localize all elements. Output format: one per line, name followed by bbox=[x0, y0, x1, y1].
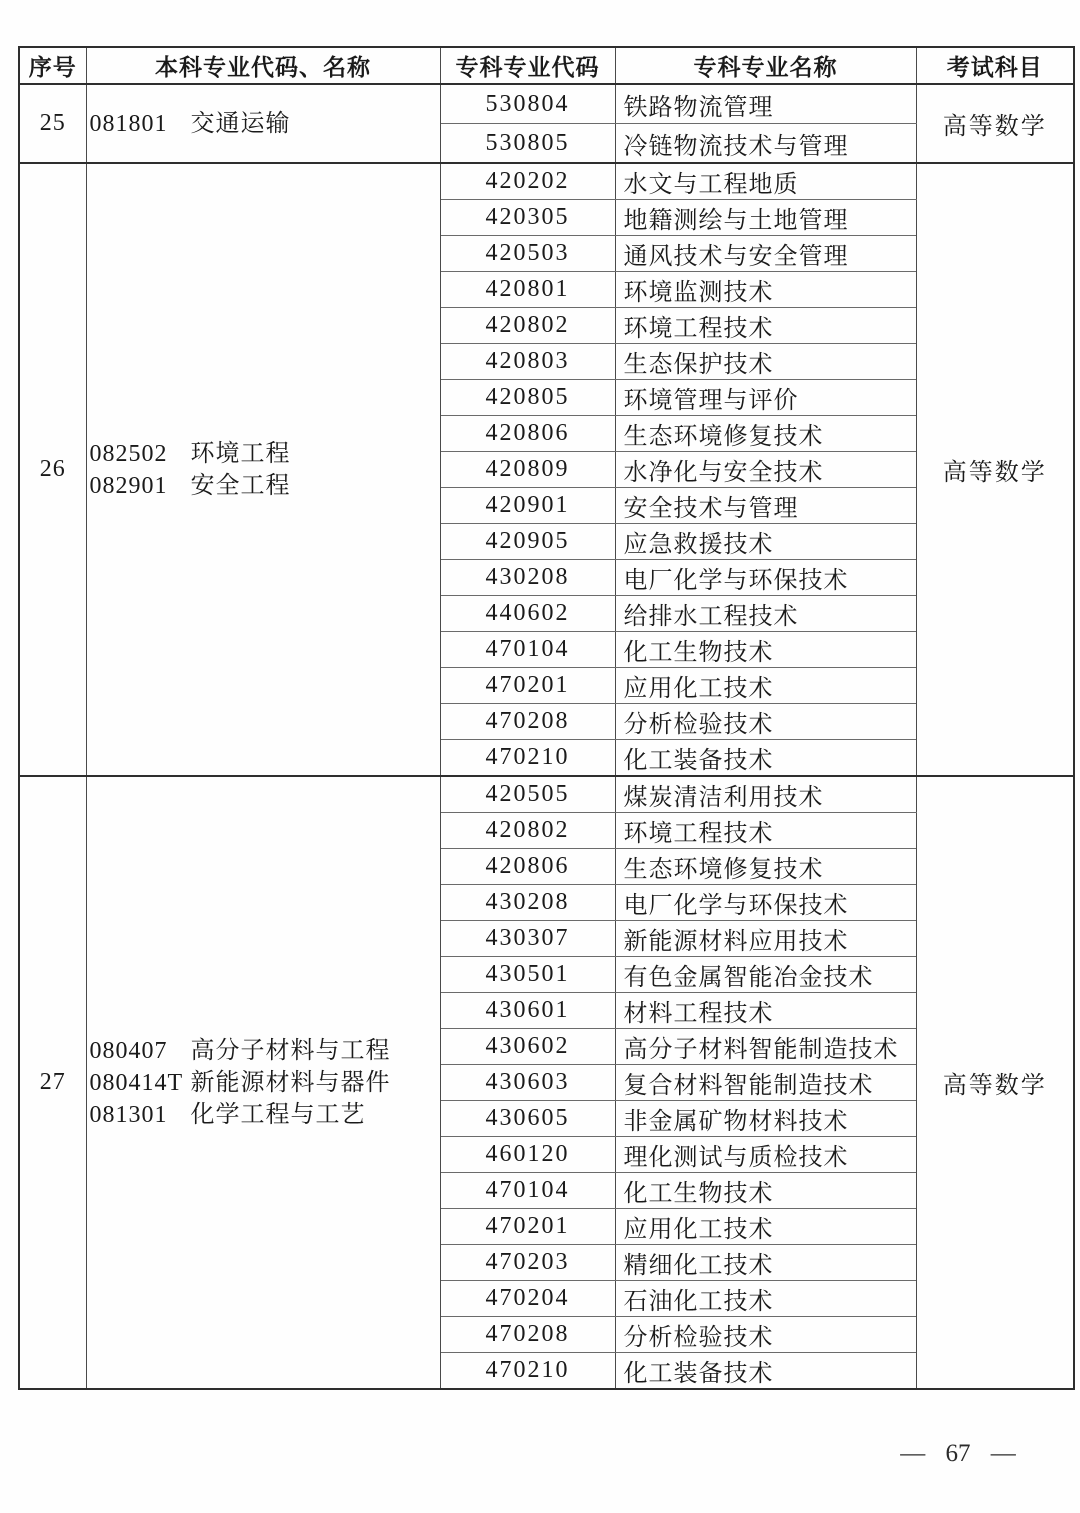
undergrad-major-line bbox=[90, 1099, 440, 1131]
college-major-code-cell: 420803 bbox=[440, 344, 615, 380]
undergrad-major-name: 高分子材料与工程 bbox=[190, 1037, 391, 1064]
college-major-code-cell: 420901 bbox=[440, 488, 615, 524]
college-major-code-cell: 470201 bbox=[440, 668, 615, 704]
seq-cell: 26 bbox=[19, 163, 86, 776]
undergrad-major-line bbox=[90, 438, 440, 470]
college-major-code-cell: 420905 bbox=[440, 524, 615, 560]
college-major-name-cell: 应急救援技术 bbox=[615, 524, 916, 560]
college-major-name-cell: 新能源材料应用技术 bbox=[615, 921, 916, 957]
college-major-name-cell: 生态环境修复技术 bbox=[615, 416, 916, 452]
college-major-name-cell: 有色金属智能冶金技术 bbox=[615, 957, 916, 993]
college-major-name-cell: 煤炭清洁利用技术 bbox=[615, 776, 916, 813]
college-major-name-cell: 化工生物技术 bbox=[615, 1173, 916, 1209]
college-major-name-cell: 非金属矿物材料技术 bbox=[615, 1101, 916, 1137]
college-major-code-cell: 430208 bbox=[440, 885, 615, 921]
college-major-name-cell: 精细化工技术 bbox=[615, 1245, 916, 1281]
college-major-code-cell: 420802 bbox=[440, 308, 615, 344]
college-major-code-cell: 470201 bbox=[440, 1209, 615, 1245]
college-major-name-cell: 安全技术与管理 bbox=[615, 488, 916, 524]
college-major-name-cell: 环境管理与评价 bbox=[615, 380, 916, 416]
undergrad-major-line bbox=[90, 108, 440, 140]
undergrad-majors-cell bbox=[86, 776, 440, 1389]
college-major-code-cell: 530804 bbox=[440, 84, 615, 124]
college-major-name-cell: 复合材料智能制造技术 bbox=[615, 1065, 916, 1101]
college-major-name-cell: 水文与工程地质 bbox=[615, 163, 916, 200]
undergrad-major-code: 082502 bbox=[89, 440, 168, 467]
college-major-code-cell: 470104 bbox=[440, 1173, 615, 1209]
college-major-code-cell: 470104 bbox=[440, 632, 615, 668]
header-row bbox=[19, 47, 1074, 84]
college-major-name-cell: 应用化工技术 bbox=[615, 668, 916, 704]
college-major-code-cell: 420806 bbox=[440, 849, 615, 885]
exam-subject-cell: 高等数学 bbox=[916, 84, 1074, 163]
college-major-code-cell: 420505 bbox=[440, 776, 615, 813]
college-major-code-cell: 460120 bbox=[440, 1137, 615, 1173]
college-major-name-cell: 铁路物流管理 bbox=[615, 84, 916, 124]
college-major-name-cell: 冷链物流技术与管理 bbox=[615, 124, 916, 164]
college-major-code-cell: 470203 bbox=[440, 1245, 615, 1281]
college-major-name-cell: 地籍测绘与土地管理 bbox=[615, 200, 916, 236]
page-number: — 67 — bbox=[900, 1440, 1016, 1467]
college-major-name-cell: 材料工程技术 bbox=[615, 993, 916, 1029]
college-major-name-cell: 化工装备技术 bbox=[615, 740, 916, 777]
header-undergrad-code-name: 本科专业代码、名称 bbox=[86, 47, 440, 84]
college-major-code-cell: 420805 bbox=[440, 380, 615, 416]
college-major-name-cell: 高分子材料智能制造技术 bbox=[615, 1029, 916, 1065]
header-seq: 序号 bbox=[19, 47, 86, 84]
seq-cell: 27 bbox=[19, 776, 86, 1389]
college-major-name-cell: 电厂化学与环保技术 bbox=[615, 885, 916, 921]
college-major-name-cell: 石油化工技术 bbox=[615, 1281, 916, 1317]
college-major-name-cell: 生态保护技术 bbox=[615, 344, 916, 380]
college-major-code-cell: 530805 bbox=[440, 124, 615, 164]
undergrad-major-name: 安全工程 bbox=[190, 472, 291, 499]
college-major-code-cell: 420802 bbox=[440, 813, 615, 849]
undergrad-major-name: 新能源材料与器件 bbox=[190, 1069, 391, 1096]
college-major-code-cell: 470210 bbox=[440, 1353, 615, 1390]
table-row bbox=[19, 84, 1074, 124]
college-major-name-cell: 环境监测技术 bbox=[615, 272, 916, 308]
undergrad-majors-cell bbox=[86, 84, 440, 163]
college-major-name-cell: 环境工程技术 bbox=[615, 308, 916, 344]
undergrad-major-name: 化学工程与工艺 bbox=[190, 1101, 366, 1128]
undergrad-major-code: 081301 bbox=[89, 1101, 168, 1128]
college-major-code-cell: 440602 bbox=[440, 596, 615, 632]
undergrad-major-name: 交通运输 bbox=[190, 110, 291, 137]
exam-subject-cell: 高等数学 bbox=[916, 776, 1074, 1389]
college-major-code-cell: 420503 bbox=[440, 236, 615, 272]
undergrad-major-code: 082901 bbox=[89, 472, 168, 499]
college-major-code-cell: 470208 bbox=[440, 1317, 615, 1353]
college-major-code-cell: 470210 bbox=[440, 740, 615, 777]
college-major-code-cell: 420806 bbox=[440, 416, 615, 452]
table-row bbox=[19, 163, 1074, 200]
college-major-name-cell: 给排水工程技术 bbox=[615, 596, 916, 632]
college-major-code-cell: 430601 bbox=[440, 993, 615, 1029]
header-college-code: 专科专业代码 bbox=[440, 47, 615, 84]
college-major-code-cell: 470208 bbox=[440, 704, 615, 740]
undergrad-major-code: 081801 bbox=[89, 110, 168, 137]
exam-subject-cell: 高等数学 bbox=[916, 163, 1074, 776]
college-major-name-cell: 生态环境修复技术 bbox=[615, 849, 916, 885]
college-major-code-cell: 430307 bbox=[440, 921, 615, 957]
seq-cell: 25 bbox=[19, 84, 86, 163]
undergrad-major-code: 080414T bbox=[89, 1069, 184, 1096]
college-major-code-cell: 420305 bbox=[440, 200, 615, 236]
undergrad-major-name: 环境工程 bbox=[190, 440, 291, 467]
college-major-code-cell: 430501 bbox=[440, 957, 615, 993]
majors-table bbox=[18, 46, 1075, 1390]
college-major-code-cell: 430602 bbox=[440, 1029, 615, 1065]
header-college-name: 专科专业名称 bbox=[615, 47, 916, 84]
college-major-name-cell: 理化测试与质检技术 bbox=[615, 1137, 916, 1173]
college-major-name-cell: 电厂化学与环保技术 bbox=[615, 560, 916, 596]
header-exam-subject: 考试科目 bbox=[916, 47, 1074, 84]
college-major-name-cell: 应用化工技术 bbox=[615, 1209, 916, 1245]
undergrad-major-line bbox=[90, 1067, 440, 1099]
college-major-name-cell: 分析检验技术 bbox=[615, 704, 916, 740]
undergrad-major-line bbox=[90, 470, 440, 502]
college-major-name-cell: 水净化与安全技术 bbox=[615, 452, 916, 488]
college-major-code-cell: 430603 bbox=[440, 1065, 615, 1101]
college-major-name-cell: 化工生物技术 bbox=[615, 632, 916, 668]
undergrad-major-code: 080407 bbox=[89, 1037, 168, 1064]
table-row bbox=[19, 776, 1074, 813]
undergrad-majors-cell bbox=[86, 163, 440, 776]
college-major-code-cell: 470204 bbox=[440, 1281, 615, 1317]
undergrad-major-line bbox=[90, 1035, 440, 1067]
college-major-name-cell: 环境工程技术 bbox=[615, 813, 916, 849]
college-major-code-cell: 420801 bbox=[440, 272, 615, 308]
college-major-name-cell: 通风技术与安全管理 bbox=[615, 236, 916, 272]
college-major-code-cell: 420202 bbox=[440, 163, 615, 200]
college-major-name-cell: 化工装备技术 bbox=[615, 1353, 916, 1390]
college-major-code-cell: 430605 bbox=[440, 1101, 615, 1137]
college-major-code-cell: 430208 bbox=[440, 560, 615, 596]
college-major-name-cell: 分析检验技术 bbox=[615, 1317, 916, 1353]
college-major-code-cell: 420809 bbox=[440, 452, 615, 488]
table-body bbox=[19, 84, 1074, 1389]
